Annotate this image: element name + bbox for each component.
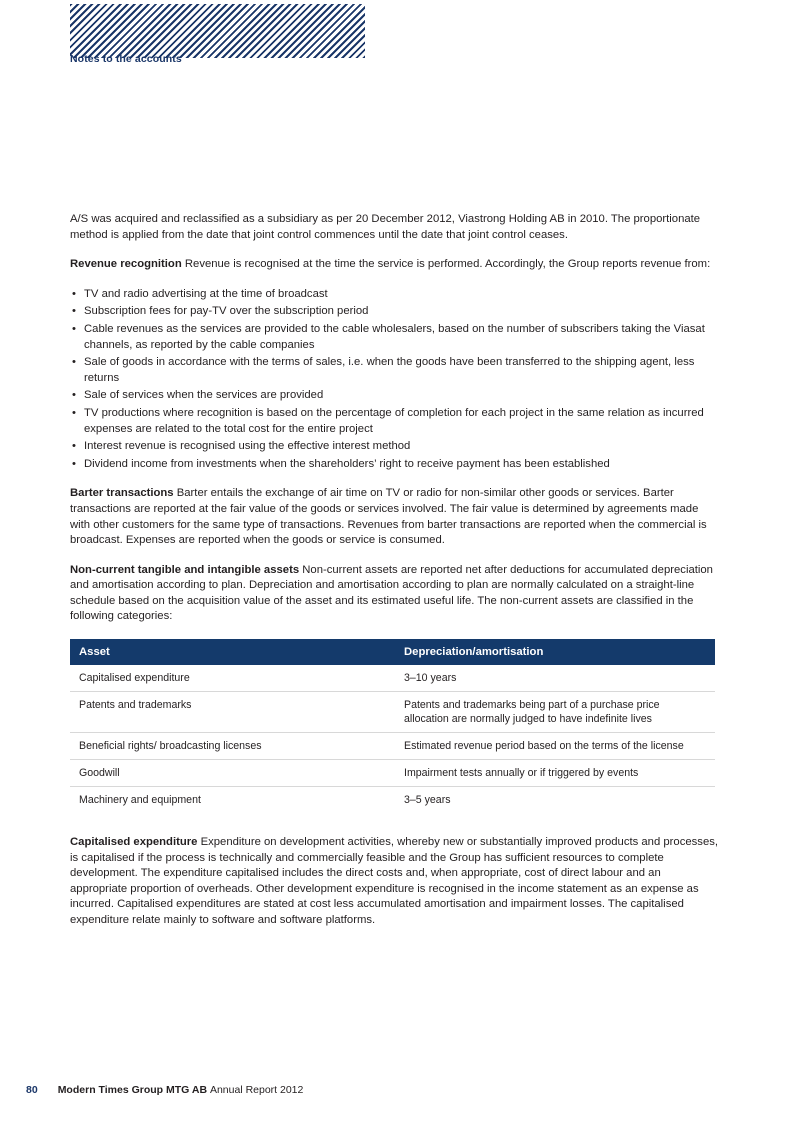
list-item: • Cable revenues as the services are provided to the cable wholesalers, based on the number of subscribers taking the Viasat channels, as reported by the cable companies (70, 322, 718, 353)
revenue-recognition-paragraph (70, 257, 718, 273)
revenue-recognition-heading: Revenue recognition (70, 258, 182, 271)
list-item: • Dividend income from investments when the shareholders’ right to receive payment has been established (70, 457, 718, 473)
list-item: • Interest revenue is recognised using the effective interest method (70, 439, 718, 455)
table-cell-depreciation: Impairment tests annually or if triggered by events (395, 760, 715, 787)
non-current-assets-heading: Non-current tangible and intangible assets (70, 563, 300, 576)
table-row (70, 692, 715, 733)
list-item: • Sale of goods in accordance with the terms of sales, i.e. when the goods have been transferred to the shipping agent, less returns (70, 355, 718, 386)
table-cell-depreciation: 3–5 years (404, 794, 451, 807)
non-current-assets-text: Non-current assets are reported net after deductions for accumulated depreciation and amortisation according to plan. Depreciation and amortisation according to plan are normally calculated on a straight-line schedule based on the acquisition value of the asset and its estimated useful life. The non-current assets are classified in the following categories: (70, 563, 713, 623)
barter-transactions-heading: Barter transactions (70, 487, 174, 500)
revenue-bullet-list (70, 287, 718, 473)
page-number: 80 (26, 1084, 38, 1096)
header-hatch-banner (70, 4, 365, 58)
non-current-assets-paragraph (70, 563, 718, 625)
capitalised-expenditure-heading: Capitalised expenditure (70, 836, 198, 849)
revenue-recognition-text: Revenue is recognised at the time the service is performed. Accordingly, the Group reports revenue from: (181, 258, 711, 271)
asset-depreciation-table (70, 639, 715, 813)
table-cell-depreciation: Patents and trademarks being part of a purchase price allocation are normally judged to have indefinite lives (395, 692, 715, 733)
barter-transactions-paragraph (70, 486, 718, 548)
footer-company-name: Modern Times Group MTG AB (57, 1084, 208, 1096)
section-header-label: Notes to the accounts (70, 53, 182, 65)
page-footer (26, 1084, 303, 1096)
table-row (70, 733, 715, 760)
table-cell-asset: Patents and trademarks (70, 692, 395, 733)
table-cell-depreciation: 3–10 years (395, 665, 715, 692)
capitalised-expenditure-text: Expenditure on development activities, whereby new or substantially improved products and processes, is capitalised if the process is technically and commercially feasible and the Group has sufficient resources to complete development. The expenditure capitalised includes the direct costs and, when appropriate, cost of direct labour and an appropriate proportion of overheads. Other development expenditure is recognised in the income statement as an expense as incurred. Capitalised expenditures are stated at cost less accumulated amortisation and impairment losses. The capitalised expenditure relate mainly to software and software platforms. (70, 836, 719, 927)
barter-transactions-text: Barter entails the exchange of air time on TV or radio for non-similar other goods or services. Barter transactions are reported at the fair value of the goods or services involved. The fair value is determined by agreements made with other customers for the same type of transactions. Revenues from barter transactions are reported when the commercial is broadcast. Expenses are reported when the goods or service is consumed. (70, 487, 707, 547)
table-cell-asset: Goodwill (70, 760, 395, 787)
table-header-asset: Asset (70, 639, 395, 665)
table-cell-depreciation: Estimated revenue period based on the terms of the license (395, 733, 715, 760)
list-item: • TV and radio advertising at the time of broadcast (70, 287, 718, 303)
table-cell-asset: Machinery and equipment (79, 794, 201, 807)
list-item: • Sale of services when the services are provided (70, 388, 718, 404)
intro-paragraph: A/S was acquired and reclassified as a subsidiary as per 20 December 2012, Viastrong Holding AB in 2010. The proportionate method is applied from the date that joint control commences until the date that joint control ceases. (70, 213, 701, 241)
table-row (70, 787, 715, 814)
capitalised-expenditure-paragraph (70, 835, 718, 929)
footer-report-name: Annual Report 2012 (209, 1084, 304, 1096)
table-header-depreciation: Depreciation/amortisation (395, 639, 715, 665)
table-row (70, 665, 715, 692)
list-item: • Subscription fees for pay-TV over the subscription period (70, 304, 718, 320)
table-cell-asset: Capitalised expenditure (70, 665, 395, 692)
page-content (70, 212, 718, 943)
table-row (70, 760, 715, 787)
table-cell-asset: Beneficial rights/ broadcasting licenses (70, 733, 395, 760)
list-item: • TV productions where recognition is based on the percentage of completion for each project in the same relation as incurred expenses are related to the total cost for the entire project (70, 406, 718, 437)
table-header-row (70, 639, 715, 665)
